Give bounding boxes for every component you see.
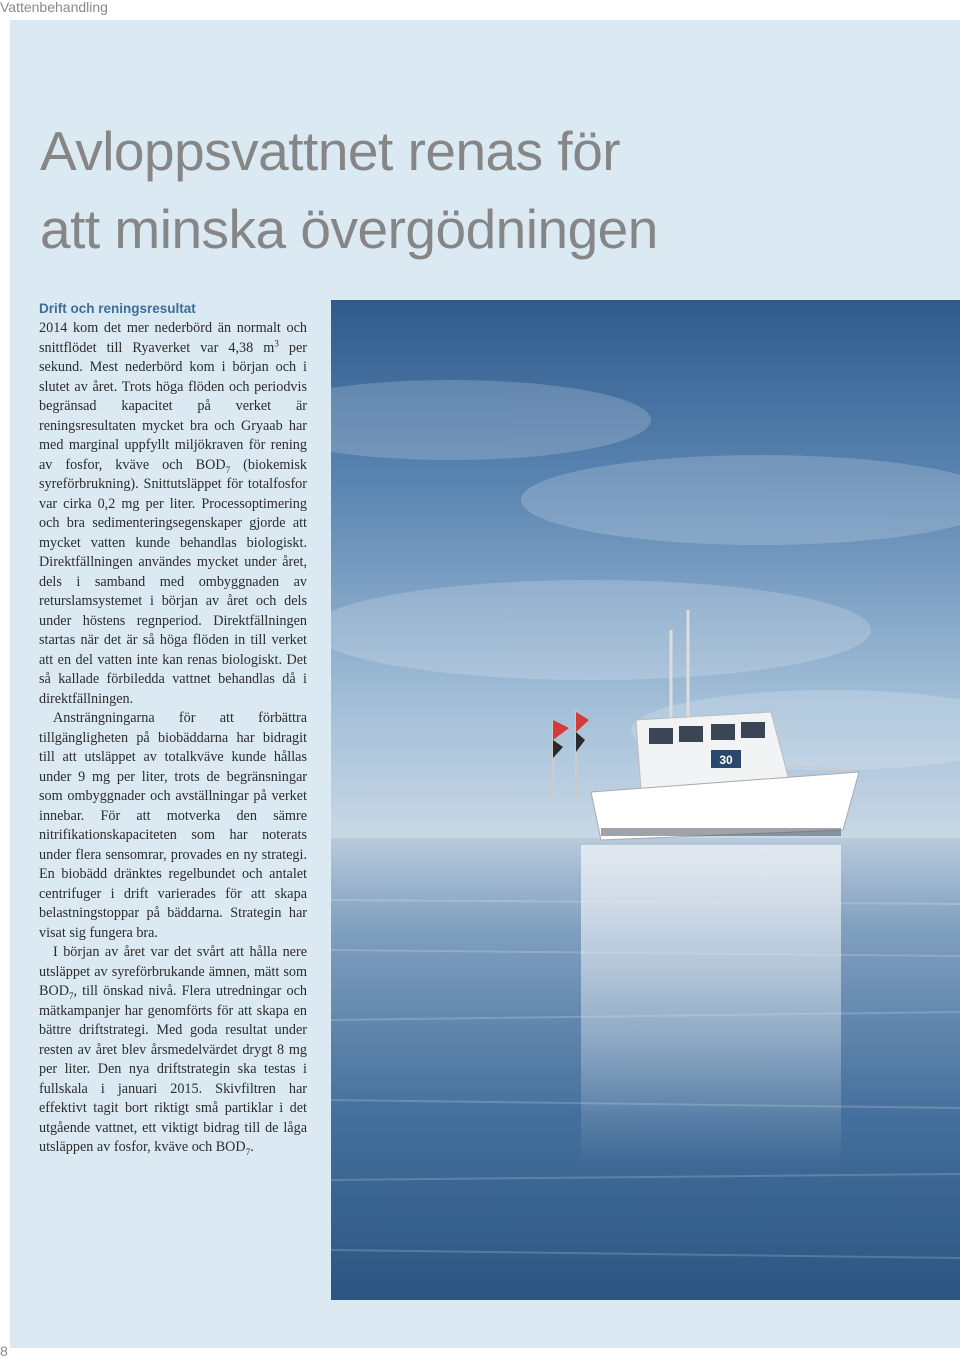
p3-text-a: I början av året var det svårt att hålla nere utsläppet av syreförbrukande ämnen, mätt som BOD xyxy=(39,944,307,999)
boat-reflection xyxy=(581,845,841,1165)
article-paragraph-2: Ansträngningarna för att förbättra tillgängligheten på biobäddarna har bidragit till att utsläppet av totalkväve kunde hållas under 9 mg per liter, trots de begränsningar som ombyggnader och avställningar på verket innebar. För att motverka den sämre nitrifikationskapaciteten som har noterats under flera sensomrar, provades en ny strategi. En biobädd dränktes regelbundet och antalet centrifuger i drift varierades för att skapa belastningstoppar på bäddarna. Strategin har visat sig fungera bra. xyxy=(39,710,307,941)
p3-subscript-1: 7 xyxy=(68,990,74,1001)
section-header: Vattenbehandling xyxy=(0,0,108,15)
title-line-1: Avloppsvattnet renas för xyxy=(40,120,621,182)
p1-subscript: 7 xyxy=(225,464,231,475)
p3-subscript-2: 7 xyxy=(245,1146,251,1157)
article-paragraph-3 xyxy=(39,943,307,1158)
p3-text-c: . xyxy=(250,1139,254,1155)
p1-superscript: 3 xyxy=(274,337,279,348)
p1-text-b: per sekund. Mest nederbörd kom i början och i slutet av året. Trots höga flöden och periodvis begränsad kapacitet på verket är reningsresultaten mycket bra och Gryaab har med marginal uppfyllt miljökraven för rening av fosfor, kväve och BOD xyxy=(39,339,307,473)
page-title xyxy=(40,112,920,268)
article-subheading: Drift och reningsresultat xyxy=(39,301,196,316)
boat-number: 30 xyxy=(719,753,733,767)
boat-photo-illustration xyxy=(331,300,960,1300)
title-line-2: att minska övergödningen xyxy=(40,198,658,260)
boat-photo xyxy=(331,300,960,1300)
page-number: 8 xyxy=(0,1343,8,1359)
article-body xyxy=(39,299,307,1158)
p1-text-c: (biokemisk syreförbrukning). Snittutsläppet för totalfosfor var cirka 0,2 mg per liter. Processoptimering och bra sedimenteringsegenskaper gjorde att mycket vatten kunde behandlas biologiskt. Direktfällningen användes mycket under året, dels i samband med ombyggnaden av returslamsystemet i början av året och dels under höstens regnperiod. Direktfällningen startas när det är så höga flöden in till verket att en del vatten inte kan renas biologiskt. Det så kallade förbiledda vattnet behandlas då i direktfällningen. xyxy=(39,456,307,707)
p3-text-b: , till önskad nivå. Flera utredningar och mätkampanjer har genomförts för att skapa en bättre driftstrategi. Med goda resultat under resten av året blev årsmedelvärdet drygt 8 mg per liter. Den nya driftstrategin ska testas i fullskala i januari 2015. Skivfiltren har effektivt tagit bort riktigt små partiklar i det utgående vattnet, ett viktigt bidrag till de låga utsläppen av fosfor, kväve och BOD xyxy=(39,983,307,1155)
p1-text-a: 2014 kom det mer nederbörd än normalt och snittflödet till Ryaverket var 4,38 m xyxy=(39,320,307,356)
article-paragraph-1 xyxy=(39,319,307,709)
